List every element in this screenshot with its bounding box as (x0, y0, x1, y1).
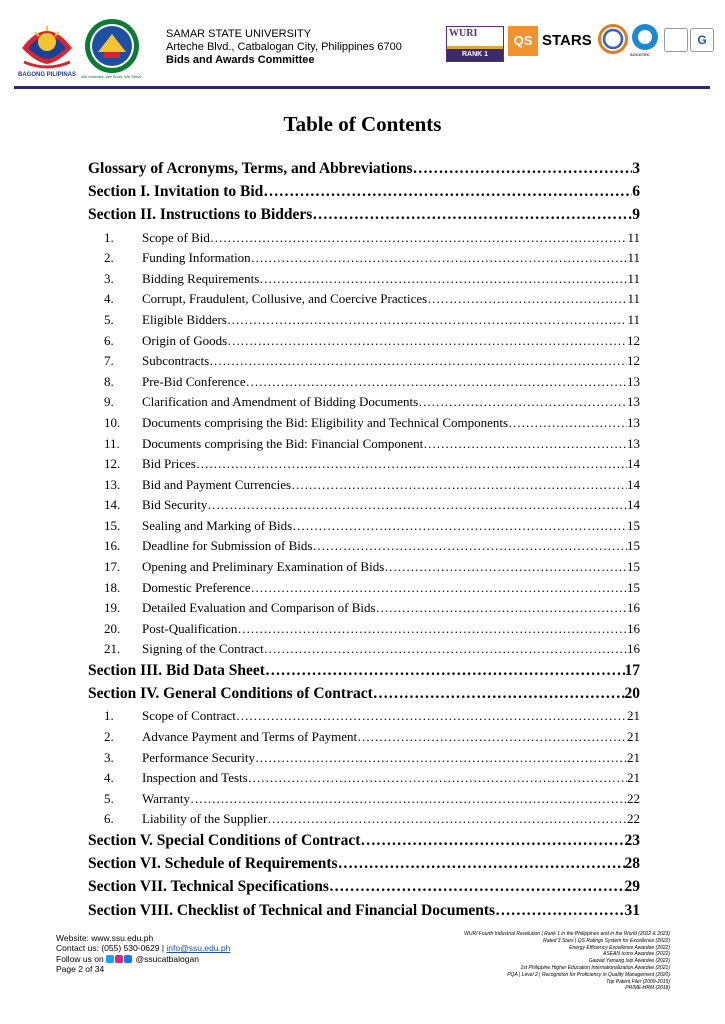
toc-page-number: 20 (624, 685, 640, 703)
award-seal-icon (598, 24, 628, 54)
footer-page-number: Page 2 of 34 (56, 964, 105, 975)
toc-entry-label: Section I. Invitation to Bid (88, 183, 264, 201)
toc-section-entry[interactable] (88, 160, 640, 183)
toc-page-number: 15 (627, 579, 640, 595)
toc-item-number: 4. (104, 291, 114, 307)
toc-dot-leader (384, 559, 627, 575)
bagong-pilipinas-caption: BAGONG PILIPINAS (17, 72, 76, 78)
toc-page-number: 14 (627, 476, 640, 492)
toc-item-number: 19. (104, 600, 121, 616)
toc-item-number: 3. (104, 749, 114, 765)
toc-subitem-entry[interactable] (88, 497, 640, 518)
letterhead (0, 0, 725, 96)
toc-entry-label: Scope of Contract (142, 708, 236, 724)
qs-badge-text: STARS (542, 32, 592, 49)
toc-entry-label: Funding Information (142, 250, 251, 266)
toc-subitem-entry[interactable] (88, 230, 640, 251)
facebook-icon[interactable] (124, 955, 132, 963)
toc-page-number: 13 (627, 414, 640, 430)
toc-entry-label: Signing of the Contract (142, 641, 264, 657)
toc-entry-label: Pre-Bid Conference (142, 373, 246, 389)
toc-dot-leader (357, 729, 627, 745)
toc-page-number: 13 (627, 435, 640, 451)
toc-dot-leader (210, 230, 628, 246)
footer-website[interactable]: Website: www.ssu.edu.ph (56, 933, 154, 943)
toc-entry-label: Origin of Goods (142, 332, 228, 348)
footer-follow-line (56, 954, 230, 964)
toc-item-number: 15. (104, 517, 121, 533)
toc-entry-label: Post-Qualification (142, 620, 238, 636)
toc-subitem-entry[interactable] (88, 394, 640, 415)
toc-page-number: 29 (624, 878, 640, 896)
toc-entry-label: Section II. Instructions to Bidders (88, 206, 313, 224)
footer-contact-phone: Contact us: (055) 530-0629 | (56, 943, 167, 954)
toc-dot-leader (237, 621, 627, 637)
toc-dot-leader (209, 353, 627, 369)
toc-item-number: 14. (104, 497, 121, 513)
toc-item-number: 7. (104, 353, 114, 369)
toc-entry-label: Section VI. Schedule of Requirements (88, 855, 338, 873)
toc-item-number: 3. (104, 270, 114, 286)
toc-item-number: 6. (104, 332, 114, 348)
footer-award-line: Energy Efficiency Excellence Awardee (2022) (569, 944, 670, 951)
qs-stars-badge (508, 26, 594, 56)
toc-entry-label: Section IV. General Conditions of Contract (88, 685, 373, 703)
socotec-label: SOCOTEC (630, 52, 650, 57)
ssu-seal-caption: We Innovate. We Build. We Serve. (81, 74, 143, 79)
toc-subitem-entry[interactable] (88, 456, 640, 477)
toc-dot-leader (236, 708, 627, 724)
toc-page-number: 23 (624, 831, 640, 849)
toc-dot-leader (292, 518, 627, 534)
toc-subitem-entry[interactable] (88, 729, 640, 750)
toc-entry-label: Domestic Preference (142, 579, 251, 595)
toc-subitem-entry[interactable] (88, 708, 640, 729)
toc-page-number: 16 (627, 641, 640, 657)
toc-dot-leader (263, 183, 632, 201)
toc-page-number: 22 (627, 790, 640, 806)
toc-item-number: 16. (104, 538, 121, 554)
toc-subitem-entry[interactable] (88, 621, 640, 642)
toc-dot-leader (265, 662, 625, 680)
twitter-icon[interactable] (106, 955, 114, 963)
toc-page-number: 12 (627, 332, 640, 348)
toc-item-number: 1. (104, 708, 114, 724)
toc-subitem-entry[interactable] (88, 333, 640, 354)
instagram-icon[interactable] (115, 955, 123, 963)
office-name: Bids and Awards Committee (166, 54, 315, 66)
toc-page-number: 11 (627, 291, 640, 307)
toc-dot-leader (418, 394, 627, 410)
toc-item-number: 9. (104, 394, 114, 410)
toc-subitem-entry[interactable] (88, 291, 640, 312)
toc-entry-label: Bid and Payment Currencies (142, 476, 292, 492)
toc-section-entry[interactable] (88, 662, 640, 685)
toc-item-number: 21. (104, 641, 121, 657)
toc-entry-label: Section VIII. Checklist of Technical and Financial Documents (88, 901, 496, 919)
toc-item-number: 18. (104, 579, 121, 595)
toc-entry-label: Scope of Bid (142, 229, 210, 245)
toc-section-entry[interactable] (88, 902, 640, 925)
toc-entry-label: Documents comprising the Bid: Eligibility and Technical Components (142, 414, 509, 430)
toc-dot-leader (259, 271, 627, 287)
toc-item-number: 11. (104, 435, 120, 451)
toc-page-number: 9 (632, 206, 640, 224)
toc-item-number: 2. (104, 729, 114, 744)
toc-entry-label: Bid Security (142, 497, 208, 513)
g-cert-icon: G (690, 28, 714, 52)
toc-entry-label: Subcontracts (142, 353, 210, 369)
iso-cert-icon (664, 28, 688, 52)
toc-dot-leader (312, 538, 627, 554)
toc-section-entry[interactable] (88, 206, 640, 229)
toc-page-number: 14 (627, 456, 640, 472)
footer-social-handle: @ssucatbalogan (135, 953, 199, 964)
toc-page-number: 22 (627, 811, 640, 827)
ssu-seal (81, 18, 143, 80)
toc-page-number: 14 (627, 497, 640, 513)
toc-item-number: 10. (104, 414, 121, 430)
toc-dot-leader (227, 333, 627, 349)
institution-address: Arteche Blvd., Catbalogan City, Philippines 6700 (166, 41, 402, 53)
footer-contact (56, 933, 230, 975)
footer-follow-label: Follow us on (56, 953, 104, 964)
toc-section-entry[interactable] (88, 832, 640, 855)
toc-page-number: 21 (627, 749, 640, 765)
toc-item-number: 4. (104, 770, 114, 786)
toc-entry-label: Performance Security (142, 749, 255, 765)
toc-entry-label: Section III. Bid Data Sheet (88, 662, 265, 680)
toc-page-number: 11 (627, 270, 640, 286)
toc-dot-leader (190, 791, 627, 807)
toc-page-number: 11 (627, 250, 640, 266)
toc-item-number: 5. (104, 311, 114, 327)
toc-entry-label: Documents comprising the Bid: Financial Component (142, 435, 424, 451)
toc-section-entry[interactable] (88, 685, 640, 708)
toc-dot-leader (312, 206, 632, 224)
toc-entry-label: Warranty (142, 790, 191, 806)
toc-entry-label: Clarification and Amendment of Bidding Documents (142, 394, 419, 410)
institution-block (166, 28, 402, 67)
toc-subitem-entry[interactable] (88, 580, 640, 601)
toc-subitem-entry[interactable] (88, 770, 640, 791)
toc-subitem-entry[interactable] (88, 538, 640, 559)
toc-dot-leader (251, 580, 627, 596)
toc-item-number: 20. (104, 620, 121, 636)
toc-item-number: 5. (104, 790, 114, 806)
toc-dot-leader (495, 902, 624, 920)
toc-dot-leader (376, 600, 627, 616)
toc-dot-leader (423, 436, 627, 452)
header-divider (14, 86, 710, 89)
toc-dot-leader (255, 750, 627, 766)
toc-subitem-entry[interactable] (88, 791, 640, 812)
toc-page-number: 21 (627, 708, 640, 724)
toc-subitem-entry[interactable] (88, 271, 640, 292)
toc-section-entry[interactable] (88, 183, 640, 206)
toc-item-number: 6. (104, 811, 114, 827)
toc-page-number: 13 (627, 394, 640, 410)
toc-entry-label: Section V. Special Conditions of Contract (88, 831, 361, 849)
toc-page-number: 16 (627, 600, 640, 616)
footer-award-line: ASEAN Icons Awardee (2022) (603, 951, 670, 958)
toc-section-entry[interactable] (88, 855, 640, 878)
toc-dot-leader (227, 312, 628, 328)
toc-entry-label: Corrupt, Fraudulent, Collusive, and Coercive Practices (142, 291, 428, 307)
toc-dot-leader (338, 855, 625, 873)
wuri-badge (446, 26, 504, 62)
toc-page-number: 6 (632, 183, 640, 201)
page-title: Table of Contents (283, 112, 442, 136)
toc-item-number: 8. (104, 373, 114, 389)
toc-dot-leader (427, 291, 627, 307)
toc-page-number: 11 (627, 229, 640, 245)
toc-subitem-entry[interactable] (88, 518, 640, 539)
toc-dot-leader (291, 477, 627, 493)
footer-award-line: Gawad Yamang Isip Awardee (2022) (588, 958, 670, 965)
toc-page-number: 15 (627, 538, 640, 554)
footer-award-line: WURI Fourth Industrial Revolution | Rank 1 in the Philippines and in the World (2022 & 2023) (464, 931, 670, 937)
toc-dot-leader (329, 878, 625, 896)
toc-subitem-entry[interactable] (88, 811, 640, 832)
footer-contact-line (56, 943, 230, 953)
footer-award-line: PRIME-HRM (2018) (625, 985, 670, 992)
toc-item-number: 13. (104, 476, 121, 492)
toc-subitem-entry[interactable] (88, 641, 640, 662)
toc-subitem-entry[interactable] (88, 750, 640, 771)
toc-entry-label: Liability of the Supplier (142, 811, 268, 827)
toc-entry-label: Sealing and Marking of Bids (142, 517, 293, 533)
toc-section-entry[interactable] (88, 878, 640, 901)
toc-dot-leader (251, 250, 628, 266)
wuri-badge-rank: RANK 1 (447, 49, 503, 61)
toc-page-number: 15 (627, 559, 640, 575)
toc-page-number: 11 (627, 311, 640, 327)
toc-dot-leader (196, 456, 627, 472)
toc-subitem-entry[interactable] (88, 477, 640, 498)
footer-email-link[interactable]: info@ssu.edu.ph (166, 943, 231, 954)
toc-entry-label: Bid Prices (142, 456, 196, 472)
toc-entry-label: Glossary of Acronyms, Terms, and Abbreviations (88, 160, 413, 177)
table-of-contents (88, 160, 640, 925)
footer-award-line: PQA | Level 2 | Recognition for Proficiency in Quality Management (2020) (507, 971, 670, 978)
footer-award-line: 1st Philippine Higher Education Internationalization Awardee (2021) (520, 964, 670, 971)
toc-page-number: 28 (624, 855, 640, 873)
bagong-pilipinas-logo (14, 18, 80, 80)
toc-entry-label: Eligible Bidders (142, 311, 227, 327)
institution-name: SAMAR STATE UNIVERSITY (166, 28, 312, 40)
toc-page-number: 13 (627, 373, 640, 389)
toc-subitem-entry[interactable] (88, 600, 640, 621)
footer-award-line: Rated 3 Stars | QS Ratings System for Excellence (2022) (543, 937, 670, 944)
toc-subitem-entry[interactable] (88, 250, 640, 271)
socotec-certification-badges (630, 24, 718, 60)
toc-page-number: 12 (627, 353, 640, 369)
toc-entry-label: Detailed Evaluation and Comparison of Bids (142, 600, 376, 616)
qs-badge-box: QS (508, 26, 538, 56)
toc-item-number: 2. (104, 250, 114, 266)
toc-dot-leader (360, 832, 624, 850)
toc-dot-leader (264, 641, 627, 657)
toc-entry-label: Section VII. Technical Specifications (88, 878, 329, 896)
toc-dot-leader (267, 811, 627, 827)
toc-item-number: 12. (104, 456, 121, 472)
toc-dot-leader (413, 160, 633, 178)
toc-dot-leader (207, 497, 627, 513)
toc-dot-leader (508, 415, 627, 431)
toc-entry-label: Bidding Requirements (142, 270, 260, 286)
toc-page-number: 17 (624, 662, 640, 680)
toc-dot-leader (246, 374, 627, 390)
toc-page-number: 21 (627, 770, 640, 786)
toc-page-number: 3 (632, 160, 640, 177)
toc-page-number: 15 (627, 517, 640, 533)
toc-subitem-entry[interactable] (88, 374, 640, 395)
toc-entry-label: Advance Payment and Terms of Payment (142, 729, 358, 744)
toc-entry-label: Inspection and Tests (142, 770, 248, 786)
socotec-logo-inner (638, 30, 652, 44)
footer-awards-list (444, 931, 670, 992)
toc-subitem-entry[interactable] (88, 436, 640, 457)
toc-entry-label: Deadline for Submission of Bids (142, 538, 313, 554)
toc-item-number: 17. (104, 559, 121, 575)
toc-item-number: 1. (104, 229, 114, 245)
toc-dot-leader (248, 770, 627, 786)
toc-subitem-entry[interactable] (88, 353, 640, 374)
toc-entry-label: Opening and Preliminary Examination of Bids (142, 559, 385, 575)
toc-page-number: 21 (627, 729, 640, 744)
toc-page-number: 16 (627, 620, 640, 636)
toc-subitem-entry[interactable] (88, 415, 640, 436)
footer-award-line: Top Patent Filer (2009-2019) (606, 978, 670, 985)
toc-dot-leader (373, 685, 625, 703)
toc-subitem-entry[interactable] (88, 312, 640, 333)
wuri-badge-title: WURI (449, 28, 478, 39)
toc-subitem-entry[interactable] (88, 559, 640, 580)
toc-page-number: 31 (624, 901, 640, 919)
